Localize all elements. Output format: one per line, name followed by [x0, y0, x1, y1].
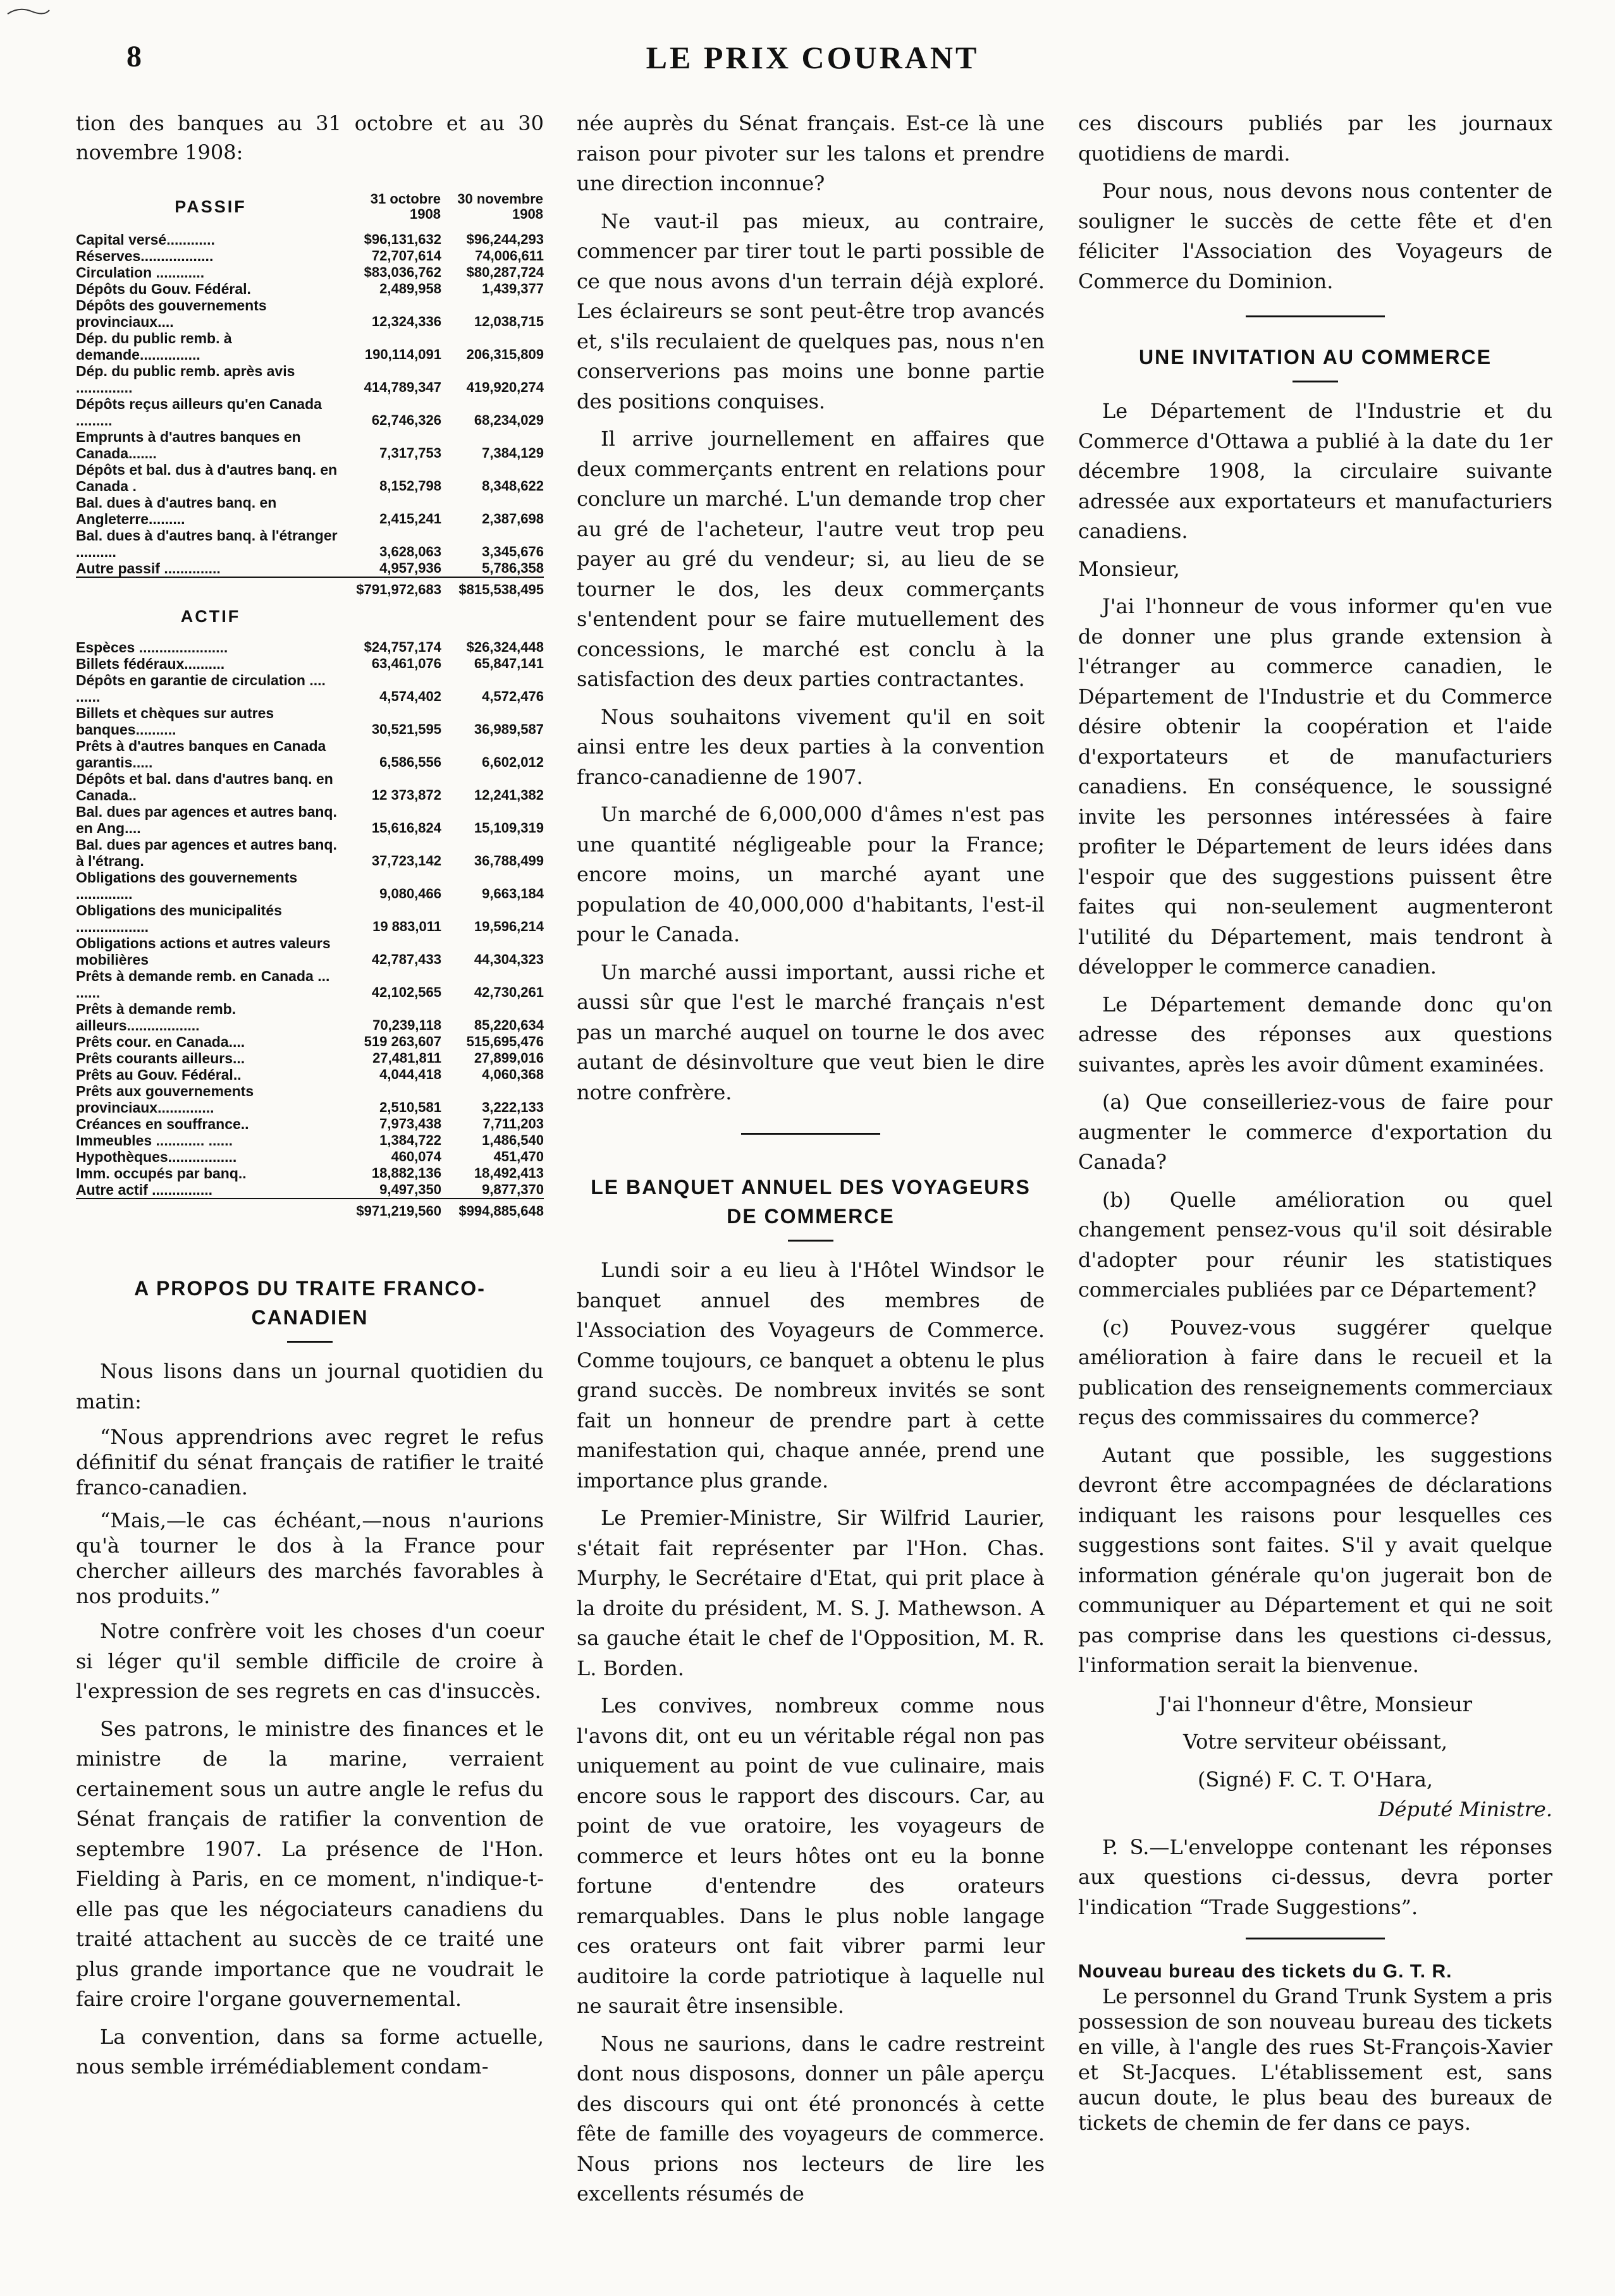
- passif-total-november: $815,538,495: [441, 577, 544, 607]
- row-value-november: 1,439,377: [482, 281, 544, 296]
- row-value-october: 8,152,798: [379, 478, 441, 494]
- table-row: [76, 461, 544, 494]
- row-label: Dépôts du Gouv. Fédéral.: [76, 281, 251, 297]
- table-row: [76, 639, 544, 656]
- row-label: Prêts à demande remb. en Canada ... ......: [76, 968, 330, 1001]
- row-label: Imm. occupés par banq..: [76, 1165, 247, 1182]
- row-label: Bal. dues à d'autres banq. à l'étranger ..........: [76, 527, 338, 560]
- table-row: [76, 803, 544, 836]
- row-label: Bal. dues par agences et autres banq. en Ang....: [76, 803, 337, 836]
- postscript: P. S.—L'enveloppe contenant les réponses aux questions ci-dessus, devra porter l'indication “Trade Suggestions”.: [1078, 1835, 1552, 1919]
- row-label: Prêts courants ailleurs...: [76, 1050, 245, 1066]
- article-paragraph: Autant que possible, les suggestions devront être accompagnées de déclarations indiquant les raisons pour lesquelles ces suggestions sont faites. S'il y avait quelque information générale qu'on jugerait bon de communiquer au Département et qui ne soit pas comprise dans les questions ci-dessus, l'information serait la bienvenue.: [1078, 1443, 1552, 1677]
- article-paragraph: La convention, dans sa forme actuelle, nous semble irrémédiablement condam-: [76, 2024, 544, 2079]
- actif-total-october: $971,219,560: [345, 1199, 441, 1228]
- row-value-november: 4,060,368: [482, 1066, 544, 1082]
- table-row: [76, 968, 544, 1001]
- row-value-october: 42,102,565: [371, 984, 441, 1000]
- passif-heading: PASSIF: [175, 197, 247, 216]
- row-value-october: 19 883,011: [372, 919, 441, 934]
- row-label: Prêts cour. en Canada....: [76, 1034, 245, 1050]
- table-row: [76, 1132, 544, 1149]
- table-row: [76, 1165, 544, 1182]
- col-header-november: 30 novembre 1908: [457, 191, 543, 222]
- row-value-november: 451,470: [493, 1149, 544, 1164]
- table-row: [76, 1001, 544, 1034]
- row-label: Billets fédéraux..........: [76, 656, 225, 672]
- row-label: Obligations actions et autres valeurs mobilières: [76, 935, 331, 968]
- article-paragraph: Le Département demande donc qu'on adresse des réponses aux questions suivantes, après les avoir dûment examinées.: [1078, 992, 1552, 1077]
- article-paragraph: Le Département de l'Industrie et du Commerce d'Ottawa a publié à la date du 1er décembre 1908, la circulaire suivante adressée aux exportateurs et manufacturiers canadiens.: [1078, 399, 1552, 543]
- row-value-november: 3,222,133: [482, 1099, 544, 1115]
- row-value-november: 36,989,587: [474, 721, 544, 737]
- row-value-november: 15,109,319: [474, 820, 544, 836]
- actif-total-november: $994,885,648: [441, 1199, 544, 1228]
- row-value-october: 4,574,402: [379, 688, 441, 704]
- row-value-october: 12,324,336: [371, 314, 441, 329]
- row-value-november: 18,492,413: [474, 1165, 544, 1181]
- article-quote: “Mais,—le cas échéant,—nous n'aurions qu'à tourner le dos à la France pour chercher ailleurs des marchés favorables à nos produits.”: [76, 1508, 544, 1608]
- row-value-november: 44,304,323: [474, 951, 544, 967]
- row-label: Prêts à d'autres banques en Canada garantis.....: [76, 738, 326, 771]
- passif-total-row: [76, 577, 544, 607]
- row-label: Dépôts et bal. dus à d'autres banq. en Canada .: [76, 461, 338, 494]
- table-row: [76, 363, 544, 396]
- table-row: [76, 330, 544, 363]
- row-value-october: 15,616,824: [371, 820, 441, 836]
- row-value-october: 460,074: [391, 1149, 441, 1164]
- article-paragraph: Lundi soir a eu lieu à l'Hôtel Windsor le banquet annuel des membres de l'Association des Voyageurs de Commerce. Comme toujours, ce banquet a obtenu le plus grand succès. De nombreux invités se sont fait un honneur de prendre part à cette manifestation qui, chaque année, prend une importance plus grande.: [577, 1258, 1045, 1493]
- question-a: (a) Que conseilleriez-vous de faire pour augmenter le commerce d'exportation du Canada?: [1078, 1090, 1552, 1174]
- corner-scribble: [6, 5, 51, 18]
- question-b: (b) Quelle amélioration ou quel changement pensez-vous qu'il soit désirable d'adopter pour réunir les statistiques commerciales publiées par ce Département?: [1078, 1187, 1552, 1302]
- question-c: (c) Pouvez-vous suggérer quelque amélioration à faire dans le recueil et la publication des renseignements commerciaux reçus des commissaires du commerce?: [1078, 1315, 1552, 1429]
- article-paragraph: Le Premier-Ministre, Sir Wilfrid Laurier, s'était fait représenter par l'Hon. Chas. Murphy, le Secrétaire d'Etat, qui prit place à la droite du président, M. S. J. Mathewson. A sa gauche était le chef de l'Opposition, M. R. L. Borden.: [577, 1506, 1045, 1680]
- article-paragraph: Le personnel du Grand Trunk System a pris possession de son nouveau bureau des tickets en ville, à l'angle des rues St-François-Xavier et St-Jacques. L'établissement est, sans aucun doute, le plus beau des bureaux de tickets de chemin de fer dans ce pays.: [1078, 1984, 1552, 2135]
- row-value-october: 4,044,418: [379, 1066, 441, 1082]
- article-paragraph: Un marché aussi important, aussi riche et aussi sûr que l'est le marché français n'est pas un marché auquel on tourne le dos avec autant de désinvolture que veut bien le dire notre confrère.: [577, 960, 1045, 1104]
- row-value-november: 419,920,274: [466, 379, 544, 395]
- table-row: [76, 281, 544, 297]
- row-value-october: 519 263,607: [364, 1034, 441, 1049]
- letter-closing: J'ai l'honneur d'être, Monsieur: [1158, 1692, 1473, 1716]
- row-label: Bal. dues à d'autres banq. en Angleterre.........: [76, 494, 277, 527]
- table-row: [76, 705, 544, 738]
- row-value-october: 1,384,722: [379, 1132, 441, 1148]
- table-row: [76, 869, 544, 902]
- page-number: 8: [126, 40, 142, 73]
- row-value-november: 206,315,809: [466, 346, 544, 362]
- row-label: Dépôts et bal. dans d'autres banq. en Canada..: [76, 771, 333, 803]
- table-row: [76, 656, 544, 672]
- article-paragraph: ces discours publiés par les journaux quotidiens de mardi.: [1078, 111, 1552, 166]
- row-value-october: 27,481,811: [372, 1050, 441, 1066]
- table-row: [76, 248, 544, 264]
- row-value-october: 62,746,326: [371, 412, 441, 428]
- row-value-october: 2,415,241: [379, 511, 441, 527]
- letter-closing: Votre serviteur obéissant,: [1182, 1730, 1448, 1754]
- table-row: [76, 1116, 544, 1132]
- column-2: [577, 109, 1045, 2217]
- article-paragraph: Notre confrère voit les choses d'un coeur si léger qu'il semble difficile de croire à l'expression de ses regrets en cas d'insuccès.: [76, 1619, 544, 1703]
- row-value-october: 2,489,958: [379, 281, 441, 296]
- row-value-november: 12,241,382: [474, 787, 544, 803]
- row-value-october: 3,628,063: [379, 544, 441, 559]
- row-label: Bal. dues par agences et autres banq. à l'étrang.: [76, 836, 337, 869]
- section-divider: [1246, 1938, 1385, 1939]
- col-header-october: 31 octobre 1908: [370, 191, 441, 222]
- row-value-october: 2,510,581: [379, 1099, 441, 1115]
- row-label: Autre passif ..............: [76, 560, 221, 577]
- row-value-november: 5,786,358: [482, 560, 544, 576]
- table-row: [76, 1149, 544, 1165]
- row-label: Circulation ............: [76, 264, 205, 281]
- table-row: [76, 297, 544, 330]
- title-rule: [287, 1341, 333, 1343]
- table-row: [76, 527, 544, 560]
- actif-heading: ACTIF: [180, 607, 241, 626]
- article-paragraph: Ses patrons, le ministre des finances et le ministre de la marine, verraient certainement sous un autre angle le refus du Sénat français de ratifier la convention de septembre 1907. La présence de l'Hon. Fielding à Paris, en ce moment, n'indique-t-elle pas que les négociateurs canadiens du traité attachent au succès de ce traité une plus grande importance que ne voudrait le faire croire l'organe gouvernemental.: [76, 1716, 544, 2011]
- table-row: [76, 902, 544, 935]
- row-label: Dép. du public remb. à demande...............: [76, 330, 232, 363]
- row-value-november: 3,345,676: [482, 544, 544, 559]
- row-value-november: 4,572,476: [482, 688, 544, 704]
- row-label: Dép. du public remb. après avis ..............: [76, 363, 295, 396]
- article-paragraph: Un marché de 6,000,000 d'âmes n'est pas une quantité négligeable pour la France; encore moins, un marché ayant une population de 40,000,000 d'habitants, l'est-il pour le Canada.: [577, 802, 1045, 946]
- table-row: [76, 560, 544, 577]
- row-value-october: 63,461,076: [371, 656, 441, 671]
- table-row: [76, 771, 544, 803]
- row-value-november: $26,324,448: [466, 639, 544, 655]
- row-value-november: 12,038,715: [474, 314, 544, 329]
- row-value-october: $96,131,632: [364, 231, 441, 247]
- row-label: Autre actif ...............: [76, 1182, 212, 1198]
- row-label: Obligations des gouvernements ..............: [76, 869, 298, 902]
- article-quote: “Nous apprendrions avec regret le refus définitif du sénat français de ratifier le traité franco-canadien.: [76, 1425, 544, 1499]
- row-value-october: 30,521,595: [371, 721, 441, 737]
- row-value-november: $80,287,724: [466, 264, 544, 280]
- row-value-october: 37,723,142: [371, 853, 441, 869]
- row-value-november: 68,234,029: [474, 412, 544, 428]
- row-label: Dépôts reçus ailleurs qu'en Canada .........: [76, 396, 322, 429]
- row-value-november: 42,730,261: [474, 984, 544, 1000]
- passif-total-october: $791,972,683: [345, 577, 441, 607]
- row-value-october: 9,497,350: [379, 1182, 441, 1197]
- signature-title: Député Ministre.: [1378, 1797, 1552, 1821]
- table-row: [76, 1050, 544, 1066]
- table-row: [76, 935, 544, 968]
- article-paragraph: Nous souhaitons vivement qu'il en soit ainsi entre les deux parties à la convention franco-canadienne de 1907.: [577, 704, 1045, 789]
- table-row: [76, 1083, 544, 1116]
- table-row: [76, 494, 544, 527]
- row-value-november: 9,663,184: [482, 886, 544, 901]
- row-label: Espèces ......................: [76, 639, 228, 656]
- letter-salutation: Monsieur,: [1078, 556, 1180, 581]
- article-title-gtr: Nouveau bureau des tickets du G. T. R.: [1078, 1961, 1452, 1982]
- row-label: Prêts au Gouv. Fédéral..: [76, 1066, 242, 1083]
- row-label: Obligations des municipalités ..................: [76, 902, 282, 935]
- row-value-november: 7,384,129: [482, 445, 544, 461]
- article-title-invitation: UNE INVITATION AU COMMERCE: [1138, 346, 1492, 369]
- row-value-october: 70,239,118: [372, 1017, 441, 1033]
- column-1: [76, 109, 544, 2090]
- article-paragraph: Nous ne saurions, dans le cadre restreint dont nous disposons, donner un pâle aperçu des discours qui ont été prononcés à cette fête de famille des voyageurs de commerce. Nous prions nos lecteurs de lire les excellents résumés de: [577, 2031, 1045, 2206]
- article-paragraph: Les convives, nombreux comme nous l'avons dit, ont eu un véritable régal non pas uniquement au point de vue culinaire, mais encore sous le rapport des discours. Car, au point de vue oratoire, les voyageurs de commerce et leurs hôtes ont eu la bonne fortune d'entendre des orateurs remarquables. Dans le plus noble langage ces orateurs ont fait vibrer parmi leur auditoire la corde patriotique à laquelle nul ne saurait être insensible.: [577, 1694, 1045, 2018]
- row-value-october: 72,707,614: [371, 248, 441, 264]
- row-value-november: 65,847,141: [474, 656, 544, 671]
- row-value-october: 7,973,438: [379, 1116, 441, 1132]
- page-header: [76, 39, 1549, 83]
- bank-statement-table: [76, 191, 544, 1228]
- table-row: [76, 264, 544, 281]
- row-value-november: 85,220,634: [474, 1017, 544, 1033]
- row-label: Immeubles ............ ......: [76, 1132, 233, 1149]
- row-value-october: 190,114,091: [364, 346, 441, 362]
- row-value-november: 36,788,499: [474, 853, 544, 869]
- running-title: LE PRIX COURANT: [646, 40, 979, 75]
- passif-rows: [76, 231, 544, 577]
- actif-total-row: [76, 1199, 544, 1228]
- article-paragraph: Pour nous, nous devons nous contenter de souligner le succès de cette fête et d'en féliciter l'Association des Voyageurs de Commerce du Dominion.: [1078, 179, 1552, 293]
- row-value-november: 9,877,370: [482, 1182, 544, 1197]
- row-label: Prêts à demande remb. ailleurs..................: [76, 1001, 236, 1034]
- letter-signature: (Signé) F. C. T. O'Hara,: [1197, 1767, 1434, 1792]
- row-value-november: 6,602,012: [482, 754, 544, 770]
- row-label: Prêts aux gouvernements provinciaux..............: [76, 1083, 254, 1116]
- row-value-november: 74,006,611: [475, 248, 544, 264]
- row-value-november: 8,348,622: [482, 478, 544, 494]
- row-value-october: $83,036,762: [364, 264, 441, 280]
- row-label: Emprunts à d'autres banques en Canada.......: [76, 429, 301, 461]
- row-value-november: 2,387,698: [482, 511, 544, 527]
- article-paragraph: J'ai l'honneur de vous informer qu'en vue de donner une plus grande extension à l'étranger au commerce canadien, le Département de l'Industrie et du Commerce désire obtenir la coopération et l'aide d'exportateurs et de manufacturiers canadiens. En conséquence, le soussigné invite les personnes intéressées à faire profiter le Département de leurs idées dans l'espoir que des suggestions puissent être faites qui non-seulement augmenteront l'utilité du Département, mais tendront à développer le commerce canadien.: [1078, 594, 1552, 979]
- article-paragraph: née auprès du Sénat français. Est-ce là une raison pour pivoter sur les talons et prendre une direction inconnue?: [577, 111, 1045, 195]
- row-value-november: $96,244,293: [466, 231, 544, 247]
- row-value-november: 515,695,476: [466, 1034, 544, 1049]
- article-paragraph: Nous lisons dans un journal quotidien du matin:: [76, 1359, 544, 1414]
- table-intro: tion des banques au 31 octobre et au 30 novembre 1908:: [76, 111, 544, 164]
- row-value-november: 1,486,540: [482, 1132, 544, 1148]
- row-label: Capital versé............: [76, 231, 215, 248]
- title-rule: [1293, 381, 1338, 382]
- table-row: [76, 738, 544, 771]
- row-value-october: 9,080,466: [379, 886, 441, 901]
- table-row: [76, 672, 544, 705]
- row-label: Hypothèques.................: [76, 1149, 237, 1165]
- row-value-october: 4,957,936: [379, 560, 441, 576]
- row-value-october: 7,317,753: [379, 445, 441, 461]
- row-label: Dépôts en garantie de circulation .... ......: [76, 672, 326, 705]
- row-label: Billets et chèques sur autres banques..........: [76, 705, 274, 738]
- row-label: Créances en souffrance..: [76, 1116, 249, 1132]
- article-paragraph: Il arrive journellement en affaires que deux commerçants entrent en relations pour conclure un marché. L'un demande trop cher au gré de l'acheteur, l'autre veut trop peu payer au gré du vendeur; si, au lieu de se tourner le dos, les deux commerçants s'entendent pour se faire mutuellement des concessions, le marché est conclu à la satisfaction des deux parties contractantes.: [577, 427, 1045, 691]
- row-value-october: $24,757,174: [364, 639, 441, 655]
- row-value-october: 12 373,872: [371, 787, 441, 803]
- article-paragraph: Ne vaut-il pas mieux, au contraire, commencer par tirer tout le parti possible de ce que nous avons d'un terrain déjà exploré. Les éclaireurs se sont peut-être trop avancés et, s'ils reculaient de quelques pas, nous n'en conserverions pas moins une bonne partie des positions conquises.: [577, 209, 1045, 413]
- actif-rows: [76, 639, 544, 1199]
- table-row: [76, 1182, 544, 1199]
- section-divider: [1246, 315, 1385, 317]
- section-divider: [741, 1133, 880, 1135]
- row-value-november: 7,711,203: [482, 1116, 544, 1132]
- row-value-october: 18,882,136: [371, 1165, 441, 1181]
- column-3: [1078, 109, 1552, 2143]
- table-row: [76, 1034, 544, 1050]
- row-value-october: 414,789,347: [364, 379, 441, 395]
- table-row: [76, 231, 544, 248]
- table-row: [76, 429, 544, 461]
- title-rule: [788, 1240, 833, 1242]
- row-value-november: 19,596,214: [474, 919, 544, 934]
- row-value-november: 27,899,016: [474, 1050, 544, 1066]
- row-value-october: 42,787,433: [371, 951, 441, 967]
- row-label: Dépôts des gouvernements provinciaux....: [76, 297, 267, 330]
- article-title-traite: A PROPOS DU TRAITE FRANCO-CANADIEN: [134, 1277, 486, 1329]
- row-value-october: 6,586,556: [379, 754, 441, 770]
- article-title-banquet: LE BANQUET ANNUEL DES VOYAGEURS DE COMMERCE: [591, 1176, 1031, 1228]
- row-label: Réserves..................: [76, 248, 214, 264]
- table-row: [76, 836, 544, 869]
- table-row: [76, 396, 544, 429]
- table-row: [76, 1066, 544, 1083]
